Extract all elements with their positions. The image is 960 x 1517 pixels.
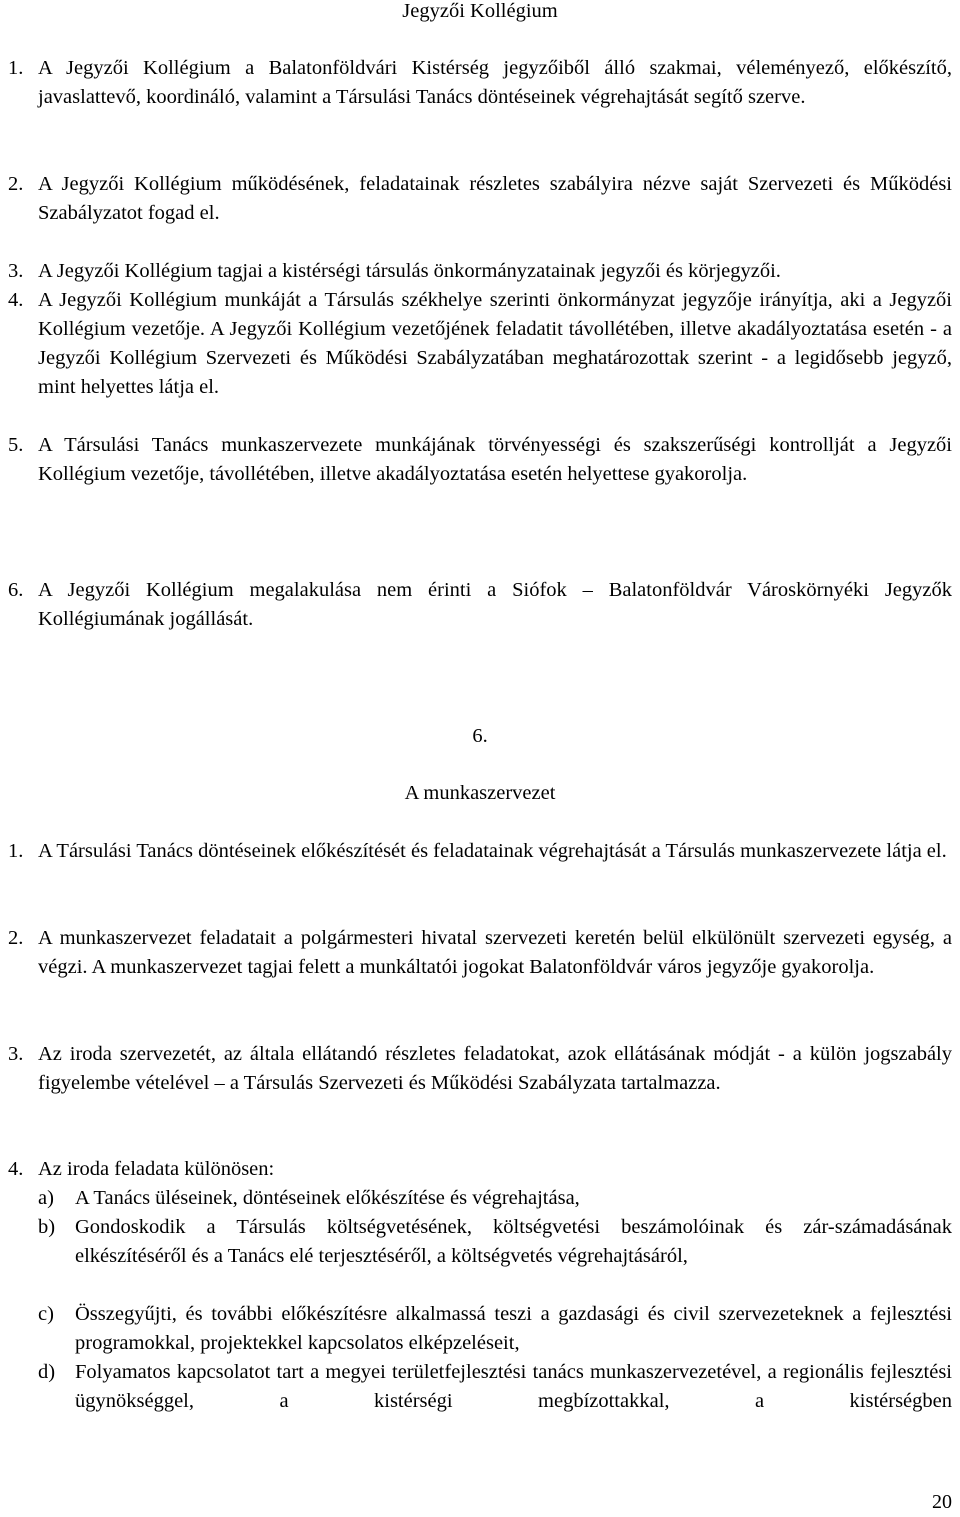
item-number: 5. xyxy=(8,434,24,456)
item-text: A Jegyzői Kollégium megalakulása nem érinti a Siófok – Balatonföldvár Városkörnyéki Jegyzők Kollégiumának jogállását. xyxy=(38,579,952,630)
item-number: 4. xyxy=(8,289,24,311)
sub-item-text: Összegyűjti, és további előkészítésre alkalmassá teszi a gazdasági és civil szervezeteknek a fejlesztési programokkal, projektekkel kapcsolatos elképzeléseit, xyxy=(75,1303,952,1354)
sub-item-text: A Tanács üléseinek, döntéseinek előkészítése és végrehajtása, xyxy=(75,1187,580,1209)
item-text: A Társulási Tanács munkaszervezete munkájának törvényességi és szakszerűségi kontrollját a Jegyzői Kollégium vezetője, távollétében, illetve akadályoztatása esetén helyettese gyakorolja. xyxy=(38,434,952,485)
list-item-6-1 xyxy=(8,837,952,866)
item-number: 1. xyxy=(8,57,24,79)
list-item-6-4 xyxy=(8,1155,952,1184)
item-text: A munkaszervezet feladatait a polgármesteri hivatal szervezeti keretén belül elkülönült szervezeti egység, a végzi. A munkaszervezet tagjai felett a munkáltatói jogokat Balatonföldvár város jegyzője gyakorolja. xyxy=(38,927,952,978)
list-item-5-5 xyxy=(8,431,952,489)
sub-item-text: Gondoskodik a Társulás költségvetésének, költségvetési beszámolóinak és zár-számadásának elkészítéséről és a Tanács elé terjesztéséről, a költségvetés végrehajtásáról, xyxy=(75,1216,952,1267)
item-number: 3. xyxy=(8,1043,24,1065)
list-item-5-2 xyxy=(8,170,952,228)
item-text: A Jegyzői Kollégium tagjai a kistérségi társulás önkormányzatainak jegyzői és körjegyzői. xyxy=(38,260,781,282)
section-number: 6. xyxy=(472,725,488,747)
item-text: A Jegyzői Kollégium működésének, feladatainak részletes szabályira nézve saját Szervezeti és Működési Szabályzatot fogad el. xyxy=(38,173,952,224)
section-title-jegyzoi-kollegium: Jegyzői Kollégium xyxy=(402,0,558,22)
item-number: 3. xyxy=(8,260,24,282)
sub-item-d xyxy=(38,1358,952,1416)
item-text: Az iroda szervezetét, az általa ellátandó részletes feladatokat, azok ellátásának módját - a külön jogszabály figyelembe vételével – a Társulás Szervezeti és Működési Szabályzata tartalmazza. xyxy=(38,1043,952,1094)
item-number: 6. xyxy=(8,579,24,601)
item-text: A Társulási Tanács döntéseinek előkészítését és feladatainak végrehajtását a Társulás munkaszervezete látja el. xyxy=(38,840,947,862)
item-number: 2. xyxy=(8,173,24,195)
section-title-munkaszervezet: A munkaszervezet xyxy=(404,782,556,804)
item-text: A Jegyzői Kollégium a Balatonföldvári Kistérség jegyzőiből álló szakmai, véleményező, előkészítő, javaslattevő, koordináló, valamint a Társulási Tanács döntéseinek végrehajtását segítő szerve. xyxy=(38,57,952,108)
sub-item-c xyxy=(38,1300,952,1358)
list-item-5-6 xyxy=(8,576,952,634)
item-number: 1. xyxy=(8,840,24,862)
item-text: A Jegyzői Kollégium munkáját a Társulás székhelye szerinti önkormányzat jegyzője irányítja, aki a Jegyzői Kollégium vezetője. A Jegyzői Kollégium vezetőjének feladatit távollétében, illetve akadályoztatása esetén - a Jegyzői Kollégium Szervezeti és Működési Szabályzatában meghatározottak szerint - a legidősebb jegyző, mint helyettes látja el. xyxy=(38,289,952,398)
sub-item-letter: c) xyxy=(38,1303,54,1325)
list-item-6-2 xyxy=(8,924,952,982)
sub-item-letter: b) xyxy=(38,1216,56,1238)
item-number: 4. xyxy=(8,1158,24,1180)
sub-item-b xyxy=(38,1213,952,1271)
list-item-5-4 xyxy=(8,286,952,402)
item-number: 2. xyxy=(8,927,24,949)
sub-item-text: Folyamatos kapcsolatot tart a megyei területfejlesztési tanács munkaszervezetével, a regionális fejlesztési ügynökséggel, a kistérségi megbízottakkal, a kistérségben xyxy=(75,1361,952,1412)
list-item-5-3 xyxy=(8,257,952,286)
list-item-6-3 xyxy=(8,1040,952,1098)
sub-item-a xyxy=(38,1184,952,1213)
sub-item-letter: d) xyxy=(38,1361,56,1383)
page-number: 20 xyxy=(932,1491,952,1513)
sub-item-letter: a) xyxy=(38,1187,54,1209)
list-item-5-1 xyxy=(8,54,952,112)
item-text: Az iroda feladata különösen: xyxy=(38,1158,275,1180)
